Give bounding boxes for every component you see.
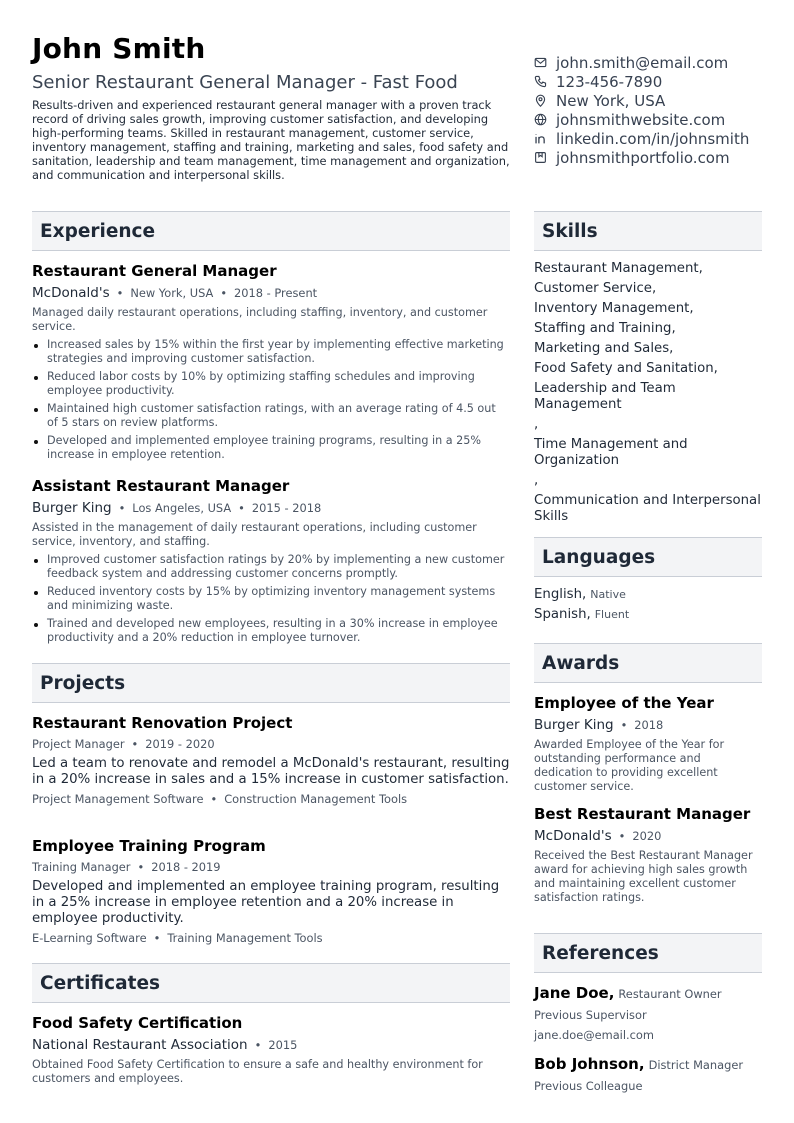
- separator-dot: •: [118, 501, 126, 515]
- tool-item: Project Management Software: [32, 792, 204, 806]
- tool-item: E-Learning Software: [32, 931, 147, 945]
- reference-name-line: [534, 984, 762, 1002]
- contact-email[interactable]: [534, 53, 790, 72]
- project-item: [32, 714, 510, 806]
- certificate-issuer: National Restaurant Association: [32, 1037, 248, 1053]
- achievement-list: [32, 553, 510, 645]
- linkedin-icon: [534, 132, 547, 145]
- language-item: [534, 607, 762, 627]
- position-meta: [32, 500, 510, 516]
- achievement-item: Reduced inventory costs by 15% by optimizing inventory management systems and minimizing waste.: [32, 585, 510, 613]
- languages-list: [534, 587, 762, 627]
- skill-item: Communication and Interpersonal Skills: [534, 493, 761, 524]
- language-name: Spanish,: [534, 607, 591, 622]
- section-title: References: [542, 943, 659, 964]
- project-meta: [32, 737, 510, 751]
- skill-item: Customer Service,: [534, 281, 657, 296]
- section-header-experience: [32, 211, 510, 251]
- contact-website-text: johnsmithwebsite.com: [556, 110, 726, 129]
- job-location: Los Angeles, USA: [132, 501, 232, 515]
- contact-portfolio-text: johnsmithportfolio.com: [556, 148, 730, 167]
- job-dates: 2018 - Present: [234, 286, 318, 300]
- language-name: English,: [534, 587, 587, 602]
- portfolio-icon: [534, 151, 547, 164]
- reference-role: Restaurant Owner: [618, 987, 722, 1001]
- contact-website[interactable]: [534, 110, 790, 129]
- skill-item: Marketing and Sales,: [534, 341, 674, 356]
- location-icon: [534, 94, 547, 107]
- position-meta: [32, 285, 510, 301]
- reference-email[interactable]: jane.doe@email.com: [534, 1028, 654, 1042]
- certificate-meta: [32, 1037, 510, 1053]
- award-title: Employee of the Year: [534, 694, 714, 712]
- separator-dot: •: [254, 1038, 262, 1052]
- skill-item: Staffing and Training,: [534, 321, 676, 336]
- contact-location: [534, 91, 790, 110]
- section-header-references: [534, 933, 762, 973]
- award-year: 2020: [632, 829, 662, 843]
- language-item: [534, 587, 762, 607]
- section-title: Experience: [40, 221, 156, 242]
- section-header-projects: [32, 663, 510, 703]
- award-title: Best Restaurant Manager: [534, 805, 751, 823]
- section-title: Certificates: [40, 973, 160, 994]
- section-title: Skills: [542, 221, 598, 242]
- achievement-item: Reduced labor costs by 10% by optimizing staffing schedules and improving employee productivity.: [32, 370, 510, 398]
- certificate-year: 2015: [268, 1038, 298, 1052]
- contact-location-text: New York, USA: [556, 91, 666, 110]
- separator-dot: •: [238, 501, 245, 515]
- section-header-skills: [534, 211, 762, 251]
- company-name: McDonald's: [32, 285, 110, 301]
- separator-dot: •: [116, 286, 124, 300]
- award-issuer: Burger King: [534, 717, 614, 733]
- job-dates: 2015 - 2018: [251, 501, 322, 515]
- reference-role: District Manager: [648, 1058, 744, 1072]
- separator-dot: •: [153, 931, 161, 945]
- position-title: Restaurant General Manager: [32, 262, 277, 280]
- separator-dot: •: [220, 286, 228, 300]
- skill-item: Time Management and Organization: [534, 437, 688, 468]
- separator-dot: •: [131, 737, 139, 751]
- project-title: Restaurant Renovation Project: [32, 714, 293, 732]
- position-title: Assistant Restaurant Manager: [32, 477, 290, 495]
- phone-icon: [534, 75, 547, 88]
- award-item: [534, 805, 762, 905]
- certificate-description: Obtained Food Safety Certification to ensure a safe and healthy environment for customers and employees.: [32, 1058, 483, 1085]
- award-item: [534, 694, 762, 794]
- reference-relation: Previous Colleague: [534, 1079, 643, 1093]
- position-summary: Managed daily restaurant operations, including staffing, inventory, and customer service.: [32, 306, 488, 333]
- skill-item: Leadership and Team Management: [534, 381, 676, 412]
- project-item: [32, 837, 510, 945]
- experience-item: [32, 262, 510, 466]
- project-role: Project Manager: [32, 737, 125, 751]
- skills-list: [534, 261, 762, 529]
- separator-dot: •: [618, 829, 626, 843]
- section-title: Projects: [40, 673, 126, 694]
- project-title: Employee Training Program: [32, 837, 266, 855]
- section-header-certificates: [32, 963, 510, 1003]
- job-location: New York, USA: [130, 286, 214, 300]
- reference-item: [534, 1055, 762, 1093]
- job-title: Senior Restaurant General Manager - Fast Food: [32, 72, 458, 93]
- reference-name: Bob Johnson,: [534, 1055, 645, 1073]
- email-icon: [534, 56, 547, 69]
- certificate-item: [32, 1014, 510, 1086]
- achievement-item: Trained and developed new employees, resulting in a 30% increase in employee productivity and a 20% reduction in employee turnover.: [32, 617, 510, 645]
- separator-dot: •: [210, 792, 218, 806]
- skill-separator: ,: [534, 473, 539, 488]
- globe-icon: [534, 113, 547, 126]
- project-meta: [32, 860, 510, 874]
- contact-phone[interactable]: [534, 72, 790, 91]
- project-dates: 2019 - 2020: [145, 737, 215, 751]
- award-description: Received the Best Restaurant Manager award for achieving high sales growth and maintaining excellent customer satisfaction ratings.: [534, 849, 753, 904]
- experience-item: [32, 477, 510, 649]
- achievement-item: Improved customer satisfaction ratings by 20% by implementing a new customer feedback system and addressing customer concerns promptly.: [32, 553, 510, 581]
- tool-item: Construction Management Tools: [224, 792, 408, 806]
- achievement-item: Maintained high customer satisfaction ratings, with an average rating of 4.5 out of 5 stars on review platforms.: [32, 402, 510, 430]
- contact-linkedin-text: linkedin.com/in/johnsmith: [556, 129, 750, 148]
- award-year: 2018: [634, 718, 664, 732]
- project-description: Developed and implemented an employee training program, resulting in a 25% increase in employee retention and a 20% increase in employee productivity.: [32, 879, 500, 926]
- tool-item: Training Management Tools: [167, 931, 323, 945]
- reference-name-line: [534, 1055, 762, 1073]
- section-header-languages: [534, 537, 762, 577]
- project-dates: 2018 - 2019: [151, 860, 221, 874]
- project-role: Training Manager: [32, 860, 131, 874]
- award-issuer: McDonald's: [534, 828, 612, 844]
- project-description: Led a team to renovate and remodel a McDonald's restaurant, resulting in a 20% increase in sales and a 15% increase in customer satisfaction.: [32, 756, 510, 787]
- contact-linkedin[interactable]: [534, 129, 790, 148]
- achievement-item: Increased sales by 15% within the first year by implementing effective marketing strategies and improving customer satisfaction.: [32, 338, 510, 366]
- project-tools: [32, 931, 510, 945]
- company-name: Burger King: [32, 500, 112, 516]
- skill-item: Restaurant Management,: [534, 261, 703, 276]
- contact-phone-text: 123-456-7890: [556, 72, 663, 91]
- section-header-awards: [534, 643, 762, 683]
- contact-email-text: john.smith@email.com: [556, 53, 729, 72]
- contact-portfolio[interactable]: [534, 148, 790, 167]
- separator-dot: •: [137, 860, 145, 874]
- language-level: Native: [590, 588, 626, 601]
- profile-summary: Results-driven and experienced restaurant general manager with a proven track record of driving sales growth, improving customer satisfaction, and developing high-performing teams. Skilled in restaurant management, customer service, inventory management, staffing and training, marketing and sales, food safety and sanitation, leadership and team management, time management and organization, and communication and interpersonal skills.: [32, 98, 510, 182]
- skill-item: Food Safety and Sanitation,: [534, 361, 718, 376]
- skill-separator: ,: [534, 417, 539, 432]
- separator-dot: •: [620, 718, 628, 732]
- reference-relation: Previous Supervisor: [534, 1008, 647, 1022]
- contact-list: [534, 53, 790, 167]
- award-description: Awarded Employee of the Year for outstanding performance and dedication to providing excellent customer service.: [534, 738, 725, 793]
- skill-item: Inventory Management,: [534, 301, 694, 316]
- reference-name: Jane Doe,: [534, 984, 615, 1002]
- achievement-list: [32, 338, 510, 462]
- reference-item: [534, 984, 762, 1042]
- project-tools: [32, 792, 510, 806]
- section-title: Languages: [542, 547, 656, 568]
- achievement-item: Developed and implemented employee training programs, resulting in a 25% increase in employee retention.: [32, 434, 510, 462]
- certificate-title: Food Safety Certification: [32, 1014, 243, 1032]
- section-title: Awards: [542, 653, 620, 674]
- language-level: Fluent: [594, 608, 630, 621]
- award-meta: [534, 828, 762, 844]
- position-summary: Assisted in the management of daily restaurant operations, including customer service, inventory, and staffing.: [32, 521, 477, 548]
- award-meta: [534, 717, 762, 733]
- candidate-name: John Smith: [32, 32, 206, 65]
